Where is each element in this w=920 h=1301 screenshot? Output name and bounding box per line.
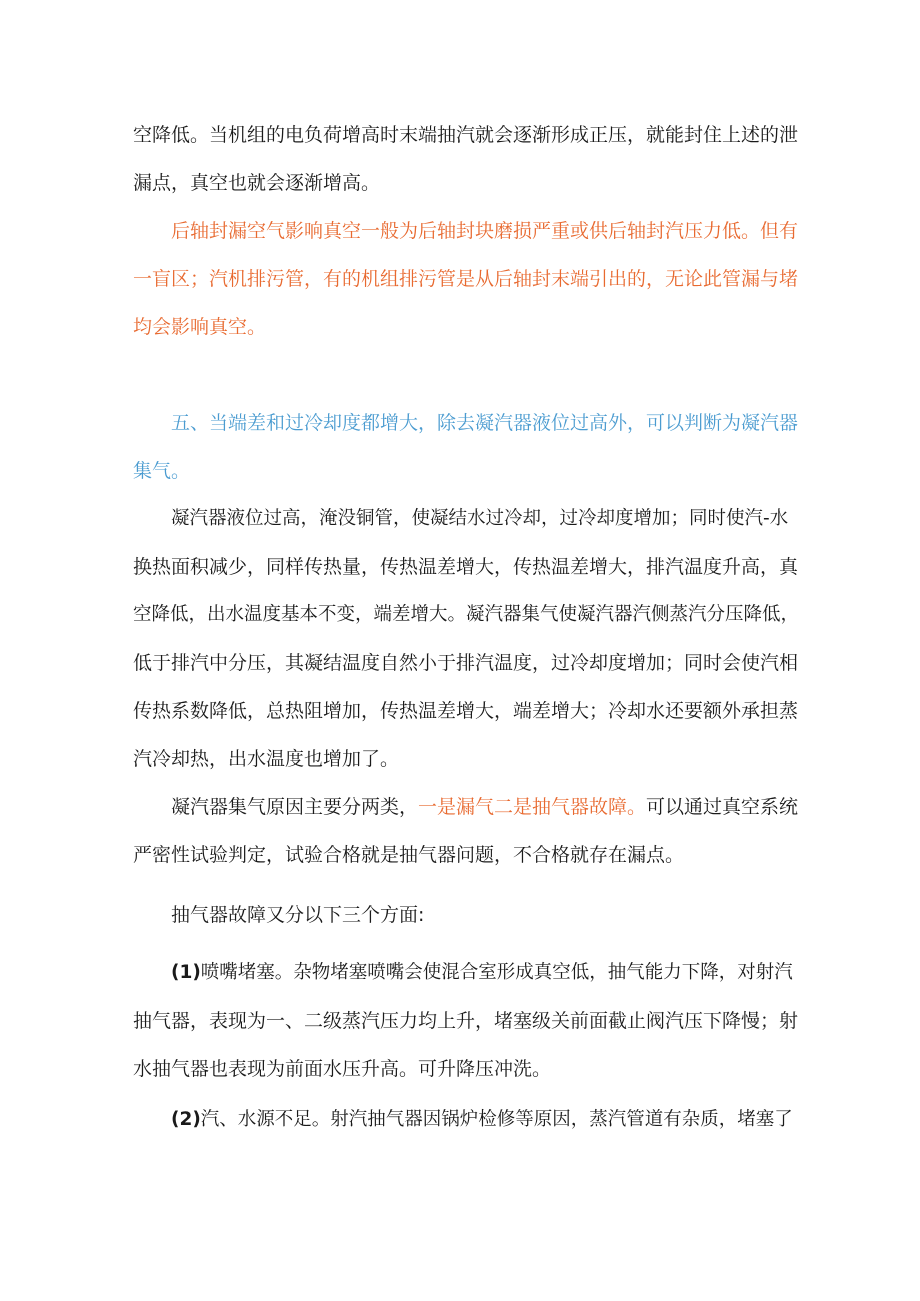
list-item-line <box>171 1108 793 1132</box>
highlighted-text: 一是漏气二是抽气器故障。 <box>418 796 647 818</box>
list-item-line <box>171 961 793 985</box>
paragraph-line: 空降低。当机组的电负荷增高时末端抽汽就会逐渐形成正压，就能封住上述的泄 <box>133 124 799 146</box>
list-item-text: 汽、水源不足。射汽抽气器因锅炉检修等原因，蒸汽管道有杂质，堵塞了 <box>200 1109 793 1130</box>
list-item-text: 喷嘴堵塞。杂物堵塞喷嘴会使混合室形成真空低，抽气能力下降，对射汽 <box>200 962 793 983</box>
section-heading: 集气。 <box>133 460 191 482</box>
paragraph-line: 传热系数降低，总热阻增加，传热温差增大，端差增大；冷却水还要额外承担蒸 <box>133 700 799 722</box>
highlighted-paragraph-line: 均会影响真空。 <box>133 316 267 338</box>
paragraph-text: 可以通过真空系统 <box>646 796 799 818</box>
list-item-number: (1) <box>171 962 201 983</box>
paragraph-line <box>171 795 798 819</box>
paragraph-line: 凝汽器液位过高，淹没铜管，使凝结水过冷却，过冷却度增加；同时使汽-水 <box>171 508 789 529</box>
list-item-number: (2) <box>171 1109 201 1130</box>
section-heading: 五、当端差和过冷却度都增大，除去凝汽器液位过高外，可以判断为凝汽器 <box>171 412 799 434</box>
list-item-line: 抽气器，表现为一、二级蒸汽压力均上升，堵塞级关前面截止阀汽压下降慢；射 <box>133 1010 799 1032</box>
paragraph-line: 空降低，出水温度基本不变，端差增大。凝汽器集气使凝汽器汽侧蒸汽分压降低， <box>133 604 800 625</box>
highlighted-paragraph-line: 一盲区；汽机排污管，有的机组排污管是从后轴封末端引出的，无论此管漏与堵 <box>133 268 799 290</box>
paragraph-line: 低于排汽中分压，其凝结温度自然小于排汽温度，过冷却度增加；同时会使汽相 <box>133 652 799 674</box>
paragraph-line: 严密性试验判定，试验合格就是抽气器问题，不合格就存在漏点。 <box>133 844 685 866</box>
paragraph-text: 凝汽器集气原因主要分两类， <box>171 796 419 818</box>
paragraph-line: 漏点，真空也就会逐渐增高。 <box>133 172 381 194</box>
paragraph-line: 汽冷却热，出水温度也增加了。 <box>133 748 400 770</box>
paragraph-line: 抽气器故障又分以下三个方面: <box>171 904 425 926</box>
paragraph-line: 换热面积减少，同样传热量，传热温差增大，传热温差增大，排汽温度升高，真 <box>133 556 799 578</box>
highlighted-paragraph-line: 后轴封漏空气影响真空一般为后轴封块磨损严重或供后轴封汽压力低。但有 <box>171 220 799 242</box>
list-item-line: 水抽气器也表现为前面水压升高。可升降压冲洗。 <box>133 1058 552 1080</box>
